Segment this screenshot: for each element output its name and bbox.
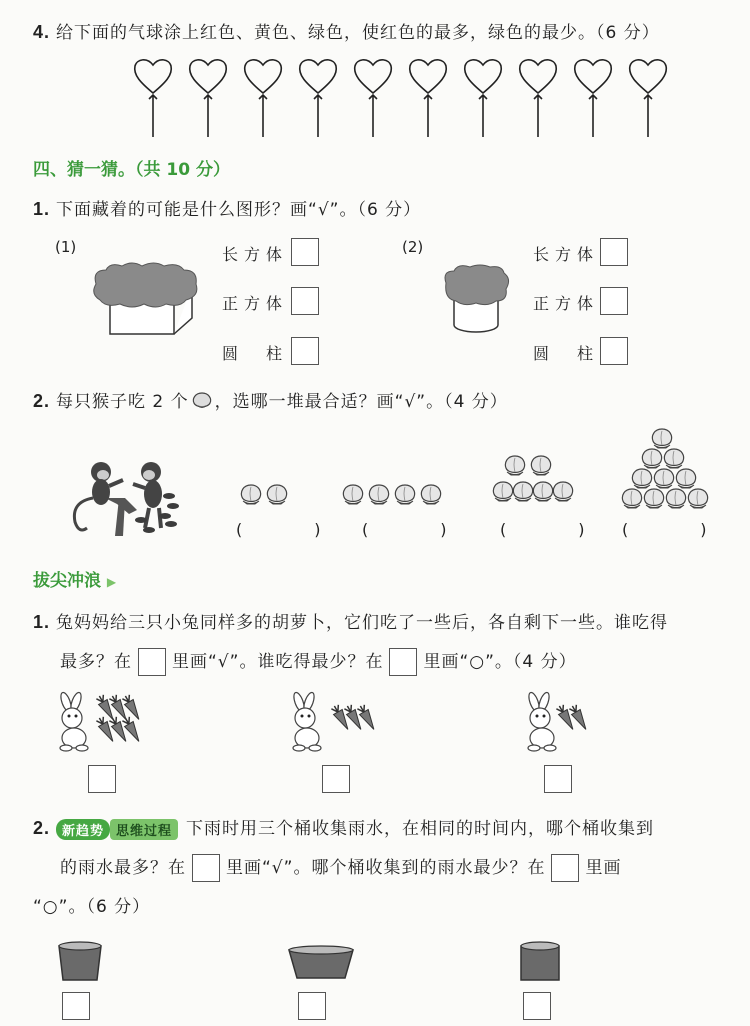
balloon-row	[133, 57, 663, 137]
bucket-wide	[287, 944, 357, 984]
answer-box[interactable]	[291, 238, 319, 266]
question-number: 1.	[33, 612, 51, 632]
peach	[642, 449, 661, 468]
heart-balloon[interactable]	[245, 60, 282, 137]
answer-box[interactable]	[600, 287, 628, 315]
answer-box[interactable]	[62, 992, 90, 1020]
heart-balloon[interactable]	[300, 60, 337, 137]
option-cuboid: 长方体	[222, 245, 289, 264]
hidden-shape-cylinder-figure	[440, 265, 510, 335]
rabbit-2-with-carrots	[285, 692, 385, 752]
inline-box	[551, 854, 579, 882]
question-text: 给下面的气球涂上红色、黄色、绿色，使红色的最多，绿色的最少。（6 分）	[56, 23, 660, 43]
peach	[267, 485, 286, 504]
question-number: 4.	[33, 22, 51, 42]
answer-box[interactable]	[544, 765, 572, 793]
peach	[688, 489, 707, 508]
rabbit-3-with-carrots	[520, 692, 600, 752]
answer-box[interactable]	[291, 337, 319, 365]
answer-paren[interactable]: ( )	[236, 520, 349, 539]
section-title	[33, 566, 116, 591]
option-cylinder: 圆 柱	[222, 344, 289, 363]
peach-pile-6	[490, 452, 580, 512]
question-text: 里画	[585, 858, 622, 878]
inline-box	[389, 648, 417, 676]
s5-question-2-line3: “○”。（6 分）	[33, 897, 151, 917]
answer-box[interactable]	[600, 337, 628, 365]
answer-box[interactable]	[88, 765, 116, 793]
question-text: 里画“√”。谁吃得最少？在	[172, 652, 384, 672]
s4-question-1	[33, 195, 421, 220]
section-title-text: 拔尖冲浪	[33, 571, 101, 591]
peach	[622, 489, 641, 508]
question-number: 2.	[33, 818, 51, 838]
answer-paren[interactable]: ( )	[500, 520, 613, 539]
answer-paren[interactable]: ( )	[362, 520, 475, 539]
answer-box[interactable]	[322, 765, 350, 793]
answer-box[interactable]	[291, 287, 319, 315]
heart-balloon[interactable]	[520, 60, 557, 137]
part-label: (2)	[402, 238, 424, 256]
answer-paren[interactable]: ( )	[622, 520, 735, 539]
peach	[395, 485, 414, 504]
heart-balloon[interactable]	[410, 60, 447, 137]
question-text: 里画“○”。（4 分）	[423, 652, 577, 672]
option-cube: 正方体	[533, 294, 600, 313]
question-number: 1.	[33, 199, 51, 219]
peach	[505, 456, 524, 475]
peach	[652, 429, 671, 448]
s5-question-2-line2	[60, 853, 621, 882]
question-text: 里画“√”。哪个桶收集到的雨水最少？在	[226, 858, 546, 878]
answer-box[interactable]	[523, 992, 551, 1020]
peach	[644, 489, 663, 508]
rabbit-1-with-carrots	[52, 692, 152, 752]
heart-balloon[interactable]	[465, 60, 502, 137]
question-text: ，选哪一堆最合适？画“√”。（4 分）	[214, 392, 508, 412]
question-text: 下雨时用三个桶收集雨水，在相同的时间内，哪个桶收集到	[186, 819, 655, 839]
peach	[664, 449, 683, 468]
s5-question-1-line2	[60, 647, 577, 676]
question-text: 每只猴子吃 2 个	[56, 392, 189, 412]
peach	[666, 489, 685, 508]
option-cube: 正方体	[222, 294, 289, 313]
peach	[513, 482, 532, 501]
s5-question-1	[33, 608, 668, 633]
heart-balloon[interactable]	[135, 60, 172, 137]
peach	[493, 482, 512, 501]
thinking-badge: 思维过程	[110, 819, 178, 840]
answer-box[interactable]	[600, 238, 628, 266]
peach	[369, 485, 388, 504]
peach-pile-2	[238, 475, 298, 515]
peach	[553, 482, 572, 501]
peach-icon	[191, 390, 213, 408]
answer-box[interactable]	[298, 992, 326, 1020]
peach	[531, 456, 550, 475]
inline-box	[192, 854, 220, 882]
section-title: 四、猜一猜。（共 10 分）	[33, 160, 230, 180]
heart-balloon[interactable]	[630, 60, 667, 137]
monkeys-illustration	[65, 458, 185, 538]
heart-balloon[interactable]	[355, 60, 392, 137]
peach	[421, 485, 440, 504]
s4-question-2	[33, 387, 508, 412]
question-4	[33, 18, 660, 43]
peach-pile-10	[611, 425, 721, 515]
question-number: 2.	[33, 391, 51, 411]
heart-balloon[interactable]	[190, 60, 227, 137]
peach-pile-4	[340, 475, 450, 515]
peach	[632, 469, 651, 488]
heart-balloon[interactable]	[575, 60, 612, 137]
triangle-arrow-icon: ▶	[106, 575, 117, 589]
option-cuboid: 长方体	[533, 245, 600, 264]
option-cylinder: 圆 柱	[533, 344, 600, 363]
peach	[343, 485, 362, 504]
question-text: 最多？在	[60, 652, 132, 672]
trend-badge: 新趋势	[56, 819, 110, 840]
peach	[654, 469, 673, 488]
peach	[676, 469, 695, 488]
peach	[533, 482, 552, 501]
inline-box	[138, 648, 166, 676]
question-text: 下面藏着的可能是什么图形？画“√”。（6 分）	[56, 200, 422, 220]
hidden-shape-box-figure	[92, 262, 202, 342]
question-text: 兔妈妈给三只小兔同样多的胡萝卜，它们吃了一些后，各自剩下一些。谁吃得	[56, 613, 669, 633]
bucket-cylinder	[516, 940, 566, 990]
bucket-tall	[55, 940, 105, 990]
peach	[241, 485, 260, 504]
question-text: 的雨水最多？在	[60, 858, 186, 878]
part-label: (1)	[55, 238, 77, 256]
s5-question-2	[33, 814, 654, 840]
